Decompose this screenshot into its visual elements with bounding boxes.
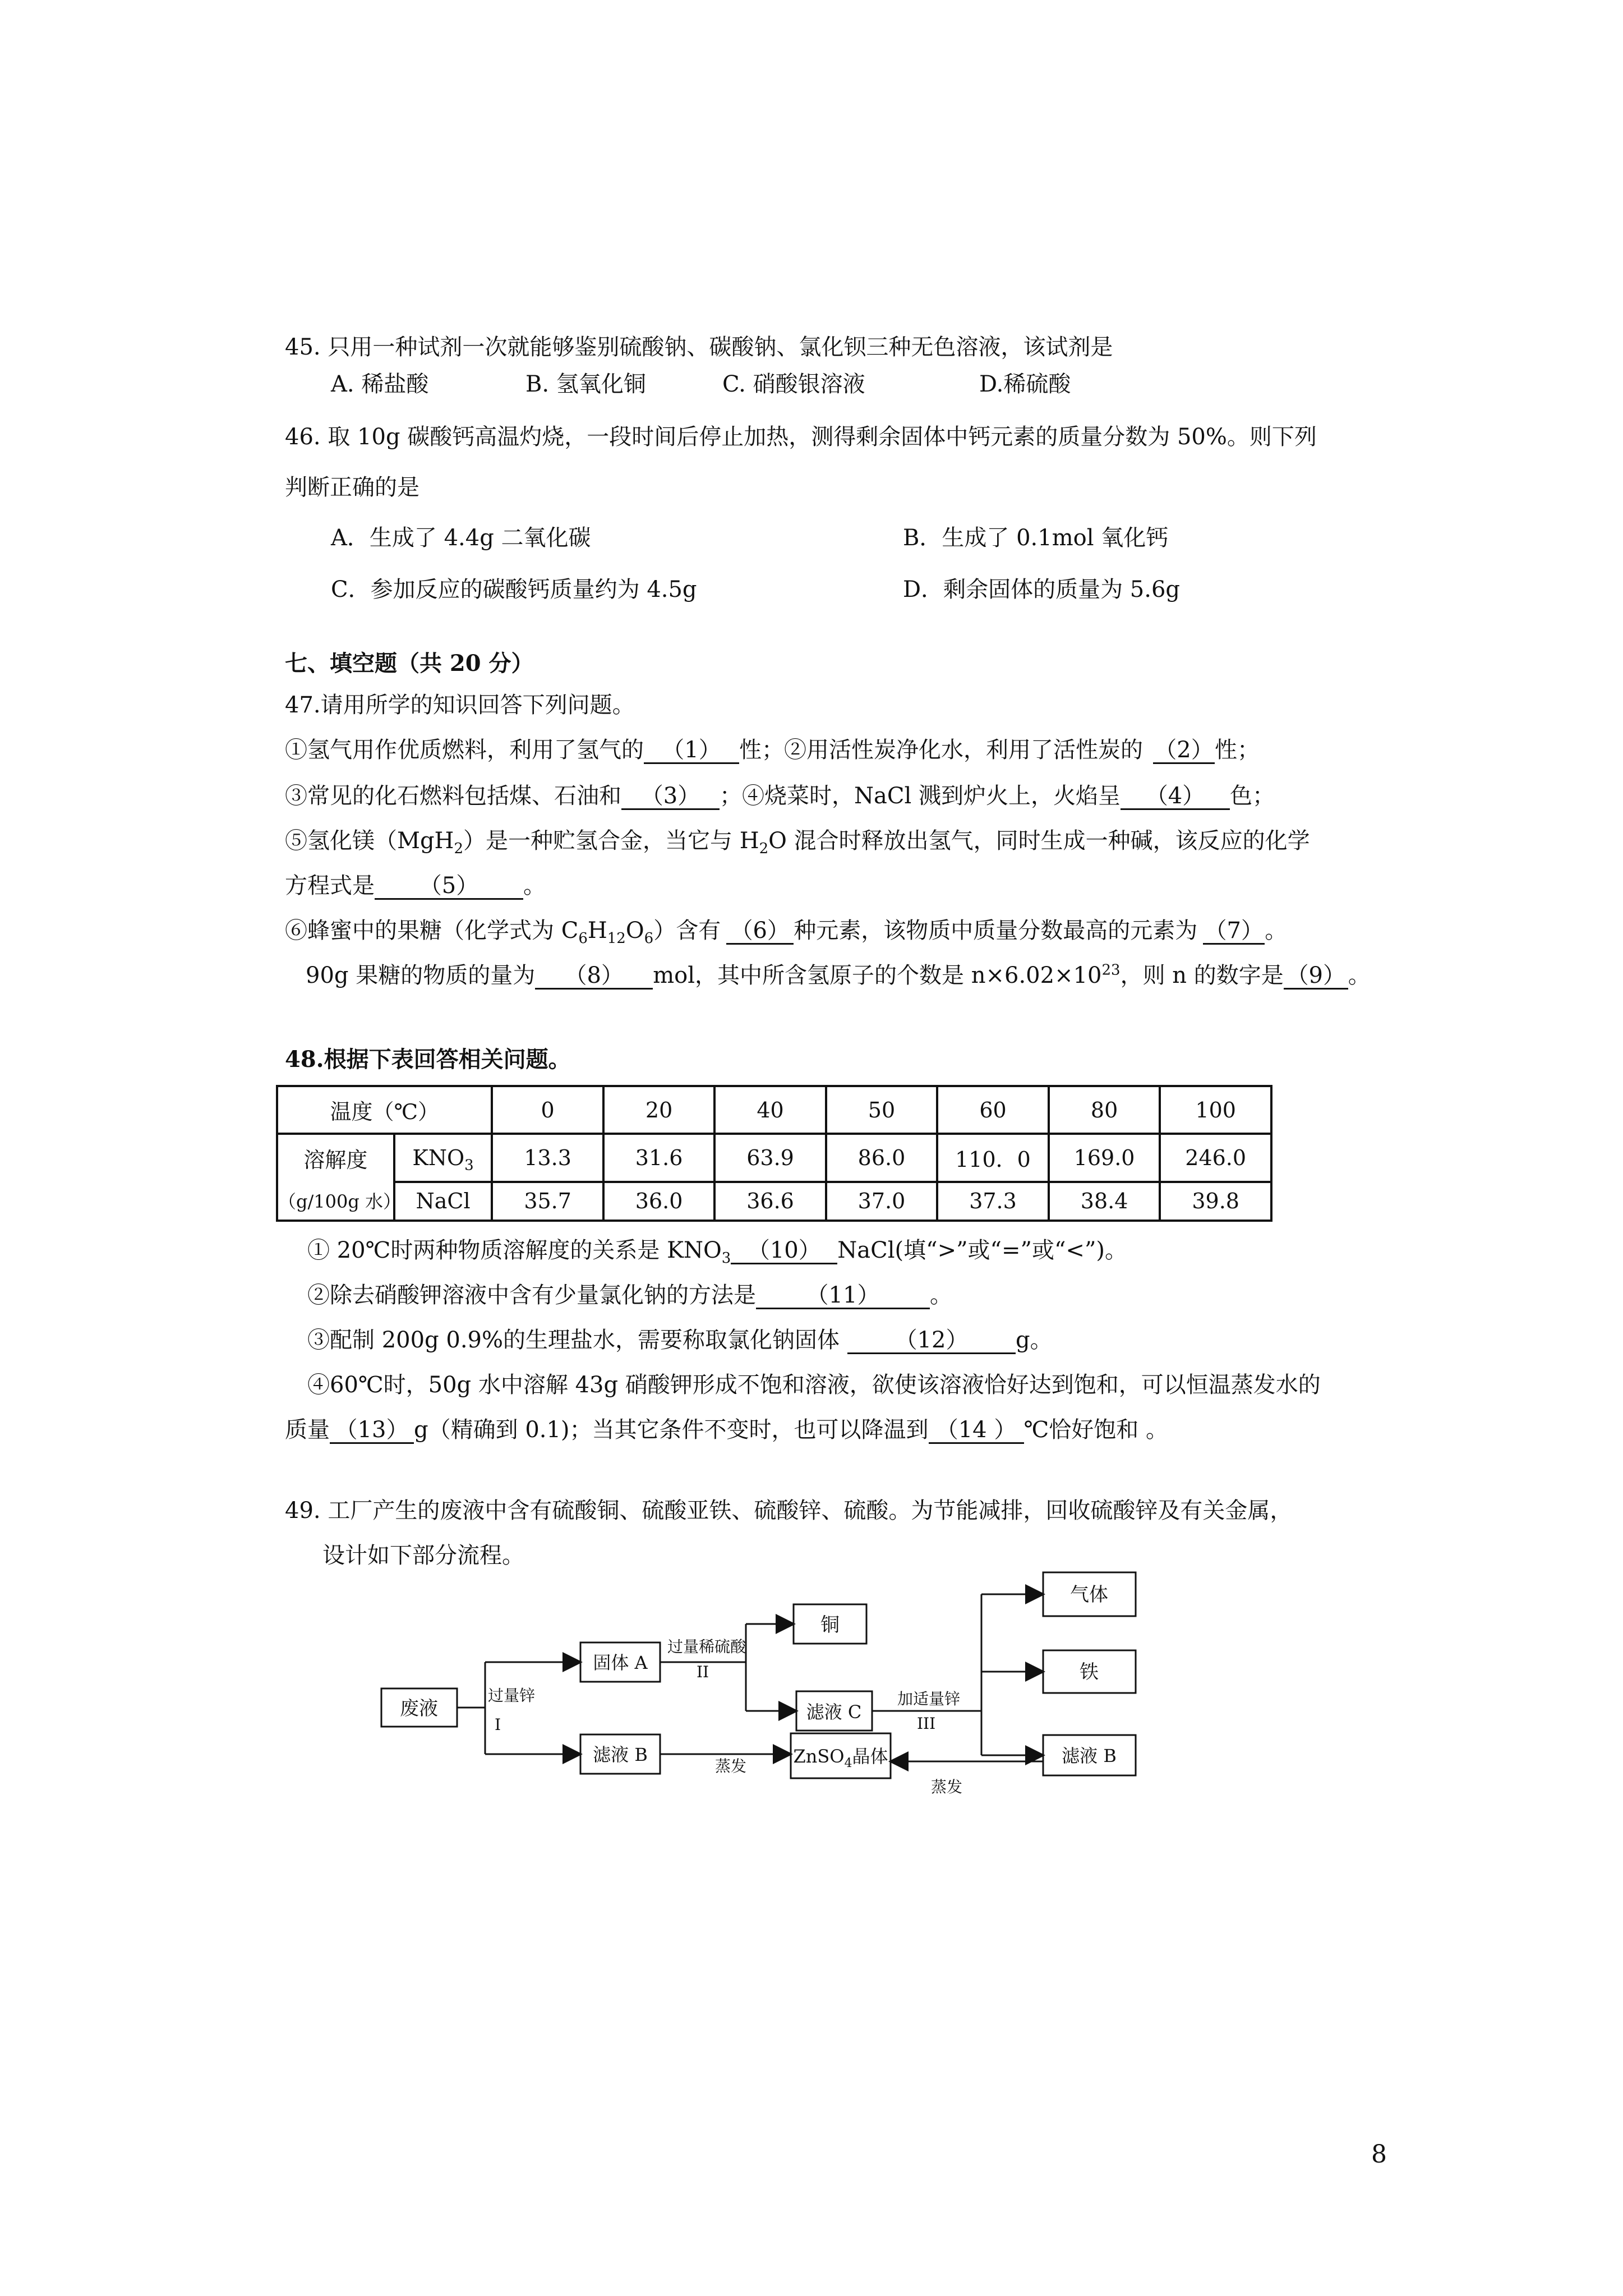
table-header-cell: 40 bbox=[714, 1086, 826, 1134]
step2-label: II bbox=[697, 1663, 709, 1681]
answer-blank-13[interactable]: （13） bbox=[330, 1418, 414, 1444]
q48-item-4: ④60℃时，50g 水中溶解 43g 硝酸钾形成不饱和溶液，欲使该溶液恰好达到饱和，可以恒温蒸发水的 bbox=[307, 1372, 1321, 1398]
arrow1-label: 过量锌 bbox=[488, 1686, 536, 1705]
table-row bbox=[277, 1182, 1271, 1221]
znso4-label: ZnSO$_4$晶体 bbox=[793, 1746, 888, 1770]
q47-line-1: ①氢气用作优质燃料，利用了氢气的 （1） 性；②用活性炭净化水，利用了活性炭的 （2）性； bbox=[285, 737, 1260, 763]
table-row bbox=[277, 1134, 1271, 1181]
step3-label: III bbox=[917, 1714, 936, 1733]
table-header-cell: 0 bbox=[492, 1086, 603, 1134]
table-cell: 37.0 bbox=[826, 1182, 937, 1221]
table-cell: 86.0 bbox=[826, 1134, 937, 1181]
table-cell: 110．0 bbox=[937, 1134, 1049, 1181]
table-header-cell: 60 bbox=[937, 1086, 1049, 1134]
evap-left-label: 蒸发 bbox=[715, 1757, 747, 1775]
q49-stem-line1: 49. 工厂产生的废液中含有硫酸铜、硫酸亚铁、硫酸锌、硫酸。为节能减排，回收硫酸锌及有关金属， bbox=[285, 1498, 1293, 1524]
table-cell: 13.3 bbox=[492, 1134, 603, 1181]
answer-blank-3[interactable]: （3） bbox=[621, 784, 720, 810]
table-header-cell: 100 bbox=[1160, 1086, 1271, 1134]
q48-item-1: ① 20℃时两种物质溶解度的关系是 $KNO_3$ （10） NaCl(填“>”或“=”或“<”)。 bbox=[307, 1237, 1127, 1267]
table-header-cell: 50 bbox=[826, 1086, 937, 1134]
answer-blank-11[interactable]: （11） bbox=[756, 1283, 930, 1309]
evap-right-label: 蒸发 bbox=[931, 1778, 963, 1796]
q45-option-b: B. 氢氧化铜 bbox=[525, 371, 646, 397]
gas-label: 气体 bbox=[1070, 1584, 1108, 1606]
q46-option-c: C．参加反应的碳酸钙质量约为 4.5g bbox=[331, 577, 697, 602]
solubility-label: 溶解度 bbox=[277, 1134, 394, 1181]
table-header-cell: 温度（℃） bbox=[277, 1086, 492, 1134]
arrow2-label: 过量稀硫酸 bbox=[667, 1637, 746, 1656]
table-cell: 37.3 bbox=[937, 1182, 1049, 1221]
filtrate-c-label: 滤液 C bbox=[806, 1701, 862, 1723]
answer-blank-1[interactable]: （1） bbox=[644, 738, 739, 764]
nacl-label: NaCl bbox=[394, 1182, 492, 1221]
q46-option-b: B．生成了 0.1mol 氧化钙 bbox=[903, 525, 1169, 551]
table-cell: 36.0 bbox=[603, 1182, 714, 1221]
copper-label: 铜 bbox=[820, 1614, 840, 1636]
table-cell: 35.7 bbox=[492, 1182, 603, 1221]
table-header-cell: 80 bbox=[1049, 1086, 1160, 1134]
table-cell: 38.4 bbox=[1049, 1182, 1160, 1221]
q46-option-a: A．生成了 4.4g 二氧化碳 bbox=[331, 525, 591, 551]
q46-stem-line2: 判断正确的是 bbox=[285, 475, 419, 500]
section-title: 七、填空题（共 20 分） bbox=[285, 650, 534, 677]
table-cell: 246.0 bbox=[1160, 1134, 1271, 1181]
page-number: 8 bbox=[1371, 2140, 1387, 2169]
q49-stem-line2: 设计如下部分流程。 bbox=[322, 1543, 524, 1568]
q47-line-4: 方程式是 （5） 。 bbox=[285, 873, 546, 899]
q47-stem: 47.请用所学的知识回答下列问题。 bbox=[285, 692, 635, 718]
answer-blank-6[interactable]: （6） bbox=[726, 918, 794, 945]
table-cell: 63.9 bbox=[714, 1134, 826, 1181]
waste-label: 废液 bbox=[400, 1697, 438, 1720]
table-cell: 36.6 bbox=[714, 1182, 826, 1221]
table-header-cell: 20 bbox=[603, 1086, 714, 1134]
process-flowchart bbox=[370, 1571, 1166, 1829]
q45-option-a: A. 稀盐酸 bbox=[331, 371, 429, 397]
table-row bbox=[277, 1086, 1271, 1134]
answer-blank-5[interactable]: （5） bbox=[375, 873, 523, 900]
q45-option-d: D.稀硫酸 bbox=[979, 371, 1071, 397]
answer-blank-7[interactable]: （7） bbox=[1203, 918, 1265, 945]
answer-blank-10[interactable]: （10） bbox=[731, 1238, 837, 1264]
table-cell: 39.8 bbox=[1160, 1182, 1271, 1221]
q46-stem-line1: 46. 取 10g 碳酸钙高温灼烧，一段时间后停止加热，测得剩余固体中钙元素的质量分数为 50%。则下列 bbox=[285, 424, 1317, 450]
arrow3-label: 加适量锌 bbox=[897, 1690, 961, 1708]
answer-blank-4[interactable]: （4） bbox=[1121, 784, 1230, 810]
q45-option-c: C. 硝酸银溶液 bbox=[722, 371, 865, 397]
answer-blank-12[interactable]: （12） bbox=[847, 1328, 1016, 1354]
answer-blank-2[interactable]: （2） bbox=[1153, 738, 1215, 764]
filtrate-b-left-label: 滤液 B bbox=[593, 1744, 648, 1765]
table-cell: 31.6 bbox=[603, 1134, 714, 1181]
q48-item-4-cont: 质量 （13） g（精确到 0.1)；当其它条件不变时，也可以降温到 （14 ） ℃恰好饱和 。 bbox=[285, 1417, 1169, 1443]
solid-a-label: 固体 A bbox=[593, 1652, 648, 1673]
q47-line-6: 90g 果糖的物质的量为 （8） mol，其中所含氢原子的个数是 $n\times 6.02\times 10^{23}$，则 n 的数字是 （9） 。 bbox=[306, 961, 1371, 988]
solubility-unit: （g/100g 水） bbox=[277, 1182, 394, 1221]
q48-item-3: ③配制 200g 0.9%的生理盐水，需要称取氯化钠固体 （12） g。 bbox=[307, 1327, 1053, 1353]
answer-blank-9[interactable]: （9） bbox=[1284, 963, 1348, 990]
answer-blank-14[interactable]: （14 ） bbox=[929, 1418, 1024, 1444]
q47-line-5: ⑥蜂蜜中的果糖（化学式为 $C_6H_{12}O_6$）含有 （6） 种元素，该物质中质量分数最高的元素为 （7）。 bbox=[285, 918, 1288, 947]
answer-blank-8[interactable]: （8） bbox=[535, 963, 653, 990]
q48-item-2: ②除去硝酸钾溶液中含有少量氯化钠的方法是 （11） 。 bbox=[307, 1282, 952, 1308]
table-cell: 169.0 bbox=[1049, 1134, 1160, 1181]
q48-stem: 48.根据下表回答相关问题。 bbox=[285, 1046, 571, 1073]
kno3-label: $KNO_3$ bbox=[394, 1134, 492, 1181]
q47-line-3: ⑤氢化镁（MgH$_2$）是一种贮氢合金，当它与 $H_2O$ 混合时释放出氢气，同时生成一种碱，该反应的化学 bbox=[285, 828, 1310, 857]
q47-line-2: ③常见的化石燃料包括煤、石油和 （3） ；④烧菜时，NaCl 溅到炉火上，火焰呈 （4） 色； bbox=[285, 783, 1275, 809]
q45-stem: 45. 只用一种试剂一次就能够鉴别硫酸钠、碳酸钠、氯化钡三种无色溶液，该试剂是 bbox=[285, 334, 1113, 360]
step1-label: I bbox=[495, 1715, 501, 1734]
filtrate-b-right-label: 滤液 B bbox=[1062, 1745, 1117, 1766]
solubility-table bbox=[276, 1085, 1272, 1222]
q46-option-d: D．剩余固体的质量为 5.6g bbox=[903, 577, 1181, 602]
iron-label: 铁 bbox=[1080, 1661, 1099, 1683]
